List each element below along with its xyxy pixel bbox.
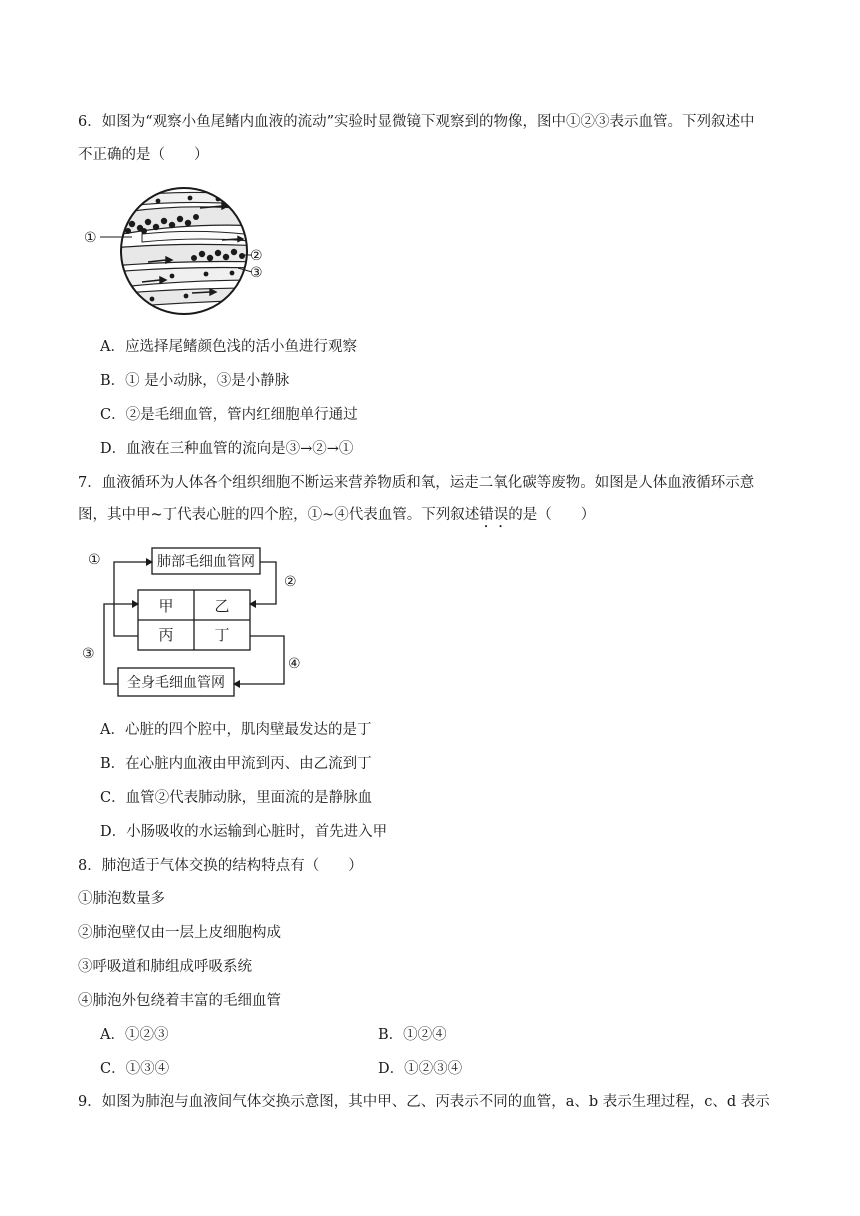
q6-option-d: D．血液在三种血管的流向是③→②→① bbox=[100, 441, 354, 457]
q7-chamber-ding: 丁 bbox=[214, 626, 230, 644]
q8-option-c: C．①③④ bbox=[100, 1061, 170, 1077]
q8-option-d: D．①②③④ bbox=[378, 1061, 463, 1077]
q9-stem-line1: 9．如图为肺泡与血液间气体交换示意图，其中甲、乙、丙表示不同的血管，a、b 表示生理过程，c、d 表示 bbox=[78, 1094, 770, 1110]
q7-option-b: B．在心脏内血液由甲流到丙、由乙流到丁 bbox=[100, 756, 372, 772]
q7-chamber-yi: 乙 bbox=[214, 597, 230, 615]
q7-option-d: D．小肠吸收的水运输到心脏时，首先进入甲 bbox=[100, 824, 388, 840]
q6-stem-line1: 6．如图为“观察小鱼尾鳍内血液的流动”实验时显微镜下观察到的物像，图中①②③表示血管。下列叙述中 bbox=[78, 114, 755, 130]
q7-vessel-2: ② bbox=[284, 574, 297, 590]
q7-chamber-bing: 丙 bbox=[158, 626, 174, 644]
q7-lung-box-label: 肺部毛细血管网 bbox=[157, 554, 255, 570]
q7-option-c: C．血管②代表肺动脉，里面流的是静脉血 bbox=[100, 790, 373, 806]
q7-emphasis-word: 错误 bbox=[479, 507, 509, 523]
q8-statement-4: ④肺泡外包绕着丰富的毛细血管 bbox=[78, 993, 281, 1009]
q7-body-box-label: 全身毛细血管网 bbox=[127, 675, 225, 691]
q6-label-1: ① bbox=[84, 230, 97, 246]
q6-microscope-figure bbox=[82, 184, 282, 316]
q6-label-3: ③ bbox=[250, 265, 263, 281]
q7-chamber-jia: 甲 bbox=[158, 597, 174, 615]
q7-vessel-1: ① bbox=[88, 552, 101, 568]
q6-option-b: B．① 是小动脉，③是小静脉 bbox=[100, 373, 290, 389]
q8-option-a: A．①②③ bbox=[100, 1027, 169, 1043]
q7-vessel-4: ④ bbox=[288, 656, 301, 672]
q6-option-c: C．②是毛细血管，管内红细胞单行通过 bbox=[100, 407, 358, 423]
q7-option-a: A．心脏的四个腔中，肌肉壁最发达的是丁 bbox=[100, 722, 372, 738]
q6-option-a: A．应选择尾鳍颜色浅的活小鱼进行观察 bbox=[100, 339, 357, 355]
q7-stem-line2: 图，其中甲~丁代表心脏的四个腔，①~④代表血管。下列叙述错误的是（ ） bbox=[78, 507, 596, 523]
q7-circulation-diagram bbox=[80, 540, 320, 706]
q6-stem-line2: 不正确的是（ ） bbox=[78, 147, 209, 163]
q8-stem: 8．肺泡适于气体交换的结构特点有（ ） bbox=[78, 858, 363, 874]
q8-statement-1: ①肺泡数量多 bbox=[78, 891, 165, 907]
q8-option-b: B．①②④ bbox=[378, 1027, 447, 1043]
q8-statement-2: ②肺泡壁仅由一层上皮细胞构成 bbox=[78, 925, 281, 941]
q8-statement-3: ③呼吸道和肺组成呼吸系统 bbox=[78, 959, 252, 975]
q7-vessel-3: ③ bbox=[82, 646, 95, 662]
q7-stem-line1: 7．血液循环为人体各个组织细胞不断运来营养物质和氧，运走二氧化碳等废物。如图是人体血液循环示意 bbox=[78, 475, 755, 491]
q6-label-2: ② bbox=[250, 248, 263, 264]
